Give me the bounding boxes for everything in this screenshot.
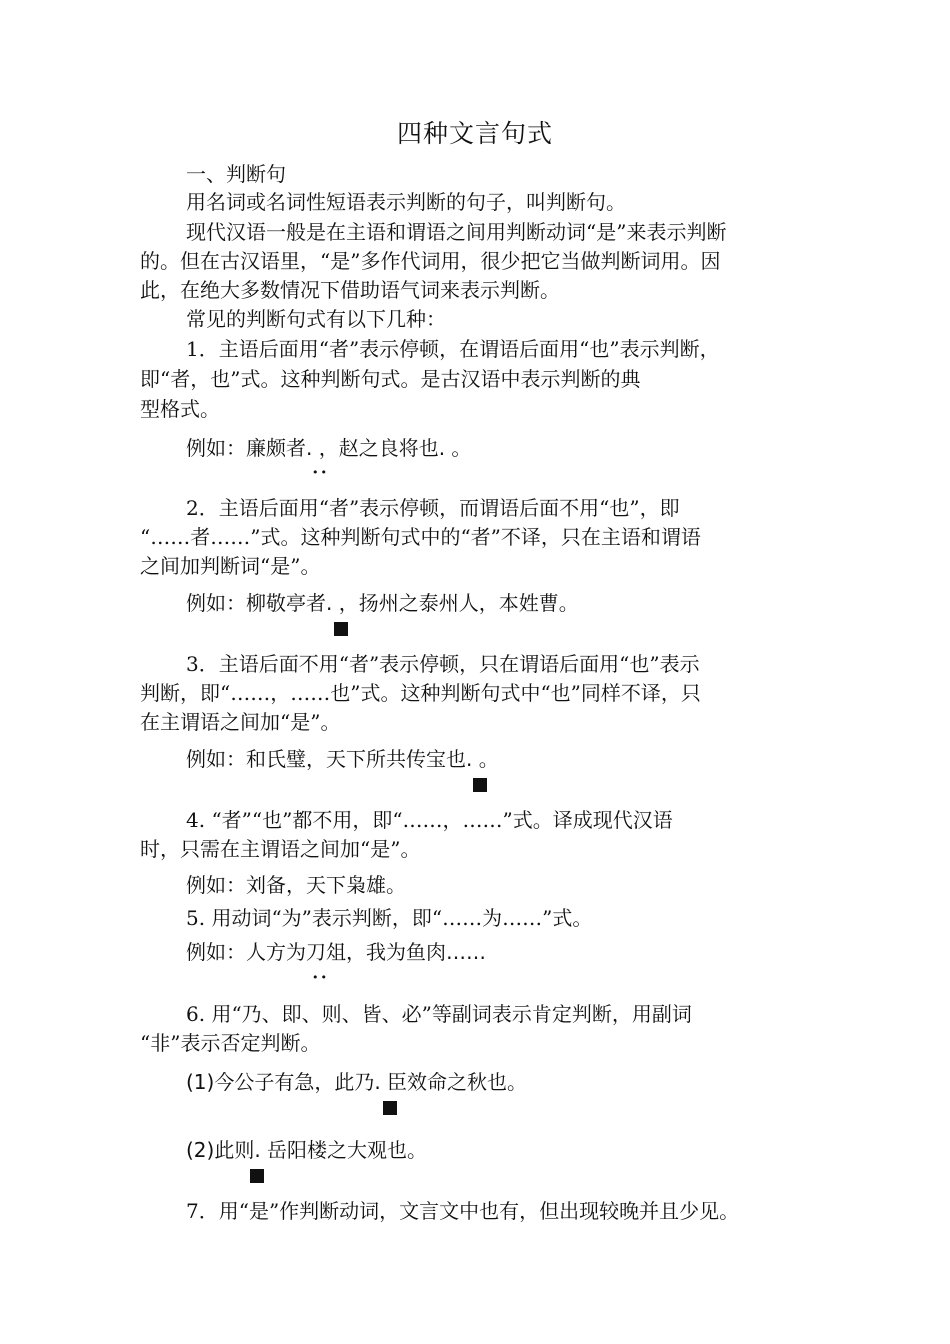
list-item: “非”表示否定判断。 [140, 1031, 321, 1055]
list-item: 即“者，也”式。这种判断句式。是古汉语中表示判断的典 [140, 367, 641, 391]
paragraph: 的。但在古汉语里，“是”多作代词用，很少把它当做判断词用。因 [140, 249, 721, 273]
list-item: 判断，即“……，……也”式。这种判断句式中“也”同样不译，只 [140, 681, 701, 705]
example-line [186, 871, 406, 899]
emphasis-dots: •• [312, 466, 329, 479]
example-text: 柳敬亭者. ，扬州之泰州人，本姓曹。 [246, 591, 579, 615]
example-text: 和氏璧，天下所共传宝也. 。 [246, 747, 499, 771]
paragraph: 此，在绝大多数情况下借助语气词来表示判断。 [140, 278, 560, 302]
example-line [186, 938, 486, 966]
example-label: 例如： [186, 436, 246, 460]
example-line [186, 434, 471, 462]
page-title: 四种文言句式 [396, 119, 553, 148]
example-line [186, 745, 499, 773]
example-label: 例如： [186, 747, 246, 771]
paragraph: 用名词或名词性短语表示判断的句子，叫判断句。 [186, 190, 626, 214]
example-text: 廉颇者. ，赵之良将也. 。 [246, 436, 472, 460]
example-line [186, 589, 579, 617]
list-item: 2．主语后面用“者”表示停顿，而谓语后面不用“也”，即 [186, 496, 680, 520]
list-item: 3．主语后面不用“者”表示停顿，只在谓语后面用“也”表示 [186, 652, 700, 676]
example-line: (2)此则. 岳阳楼之大观也。 [186, 1138, 428, 1162]
list-item: 时，只需在主谓语之间加“是”。 [140, 837, 421, 861]
emphasis-square-mark [473, 778, 487, 792]
emphasis-square-mark [383, 1101, 397, 1115]
example-text: 刘备，天下枭雄。 [246, 873, 406, 897]
emphasis-square-mark [334, 622, 348, 636]
list-item: 之间加判断词“是”。 [140, 554, 321, 578]
example-label: 例如： [186, 591, 246, 615]
list-item: 1．主语后面用“者”表示停顿，在谓语后面用“也”表示判断， [186, 337, 720, 361]
example-label: 例如： [186, 873, 246, 897]
list-item: 5. 用动词“为”表示判断，即“……为……”式。 [186, 906, 593, 930]
section-heading: 一、判断句 [186, 162, 286, 186]
list-item: 在主谓语之间加“是”。 [140, 710, 341, 734]
list-item: 4. “者”“也”都不用，即“……，……”式。译成现代汉语 [186, 808, 673, 832]
list-item: 型格式。 [140, 397, 220, 421]
emphasis-square-mark [250, 1169, 264, 1183]
paragraph: 常见的判断句式有以下几种： [186, 307, 446, 331]
list-item: “……者……”式。这种判断句式中的“者”不译，只在主语和谓语 [140, 525, 701, 549]
example-text: 人方为刀俎，我为鱼肉…… [246, 940, 486, 964]
list-item: 7．用“是”作判断动词，文言文中也有，但出现较晚并且少见。 [186, 1199, 740, 1223]
example-label: 例如： [186, 940, 246, 964]
list-item: 6. 用“乃、即、则、皆、必”等副词表示肯定判断，用副词 [186, 1002, 692, 1026]
emphasis-dots: •• [312, 971, 329, 984]
paragraph: 现代汉语一般是在主语和谓语之间用判断动词“是”来表示判断 [186, 220, 727, 244]
example-line: (1)今公子有急，此乃. 臣效命之秋也。 [186, 1070, 528, 1094]
